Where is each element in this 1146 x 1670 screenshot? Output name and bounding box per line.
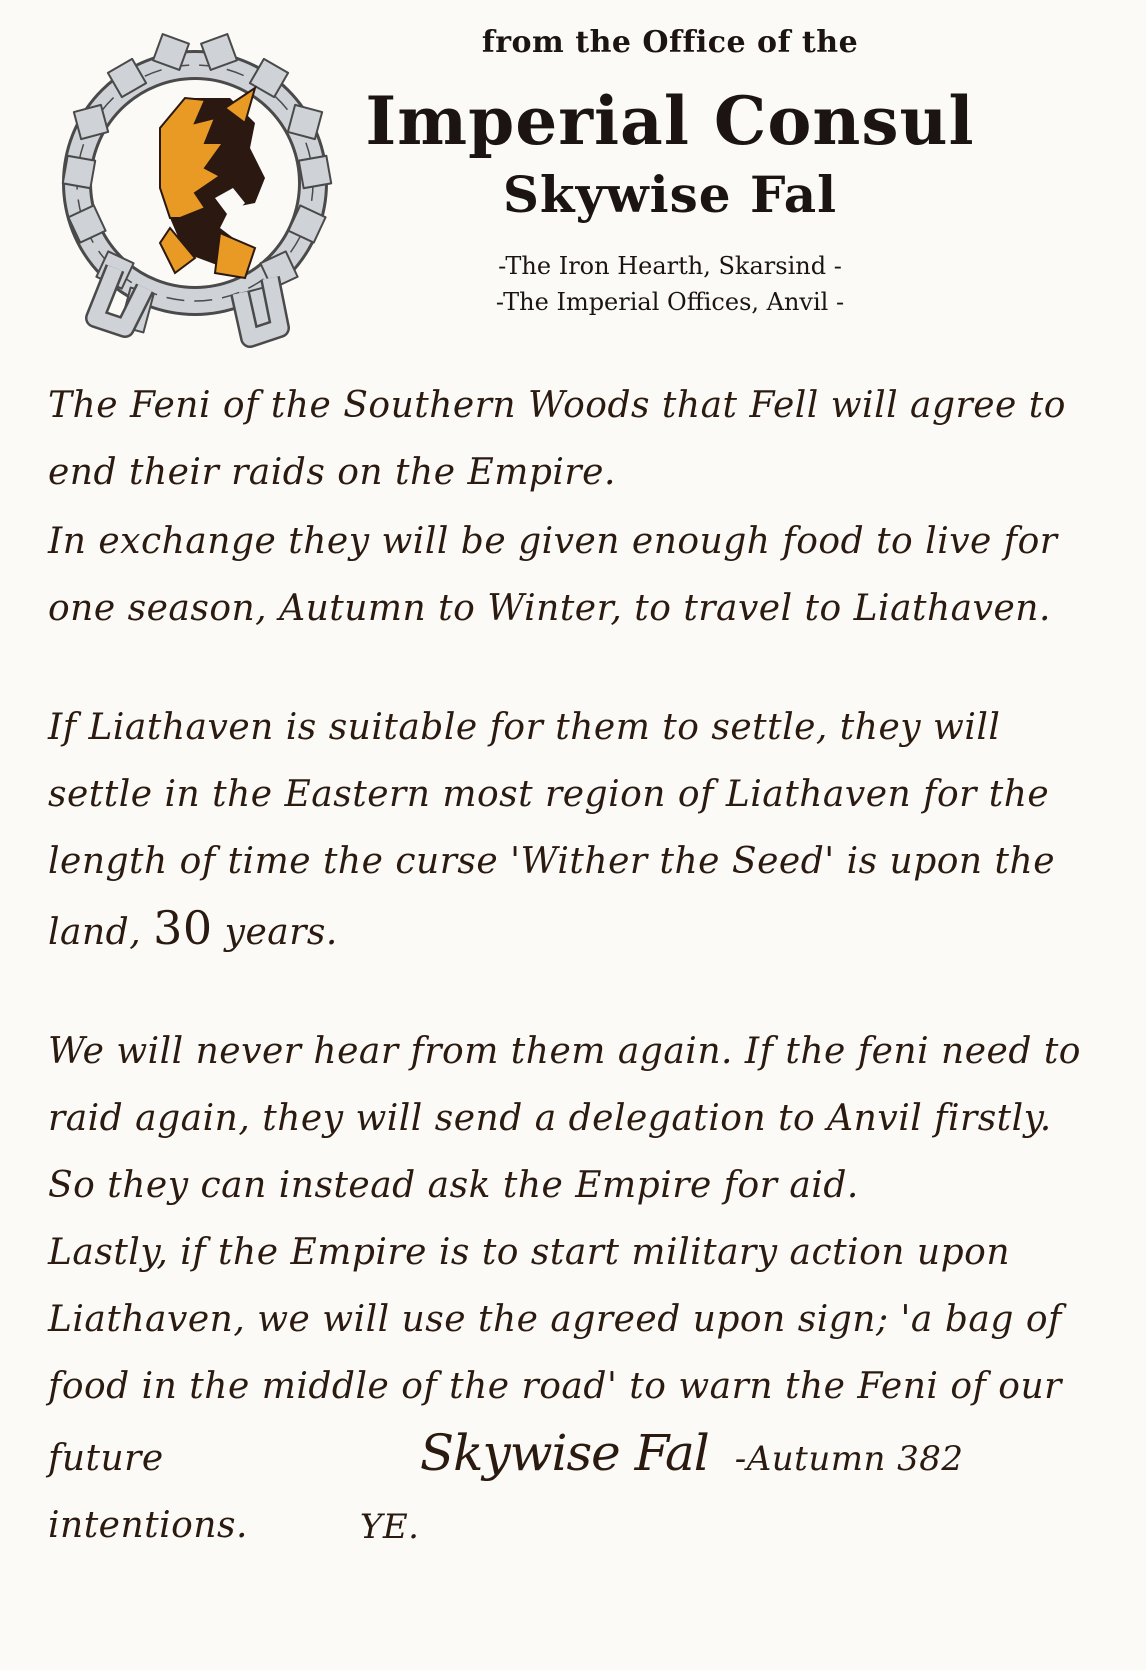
- signature: Skywise Fal: [419, 1424, 709, 1482]
- years-number: 30: [153, 901, 213, 955]
- paragraph-exchange: In exchange they will be given enough food to live for one season, Autumn to Winter, to travel to Liathaven.: [48, 521, 1058, 629]
- letterhead-from: from the Office of the: [481, 25, 859, 60]
- letterhead-title: Imperial Consul: [365, 82, 975, 160]
- paragraph-liathaven-text: If Liathaven is suitable for them to settle, they will settle in the Eastern most region of Liathaven for the length of time the curse 'Wither the Seed' is upon the land,: [48, 707, 1055, 953]
- letterhead: [0, 0, 1146, 360]
- letter-body: [48, 372, 1088, 1561]
- letterhead-address-1: -The Iron Hearth, Skarsind -: [498, 252, 842, 280]
- paragraph-delegation: We will never hear from them again. If the feni need to raid again, they will send a delegation to Anvil firstly. So they can instead ask the Empire for aid.: [48, 1031, 1081, 1206]
- letterhead-name: Skywise Fal: [502, 165, 838, 224]
- horse-head-knotwork-emblem-icon: [55, 28, 345, 348]
- signature-date: -Autumn 382 YE.: [359, 1439, 964, 1547]
- paragraph-sign: Lastly, if the Empire is to start military action upon Liathaven, we will use the agreed upon sign; 'a bag of food in the middle of the road' to warn the Feni of our: [48, 1232, 1062, 1407]
- letterhead-text: [360, 25, 980, 316]
- signature-block: [360, 1420, 1088, 1561]
- closing-line: [48, 1420, 1088, 1561]
- letterhead-address-2: -The Imperial Offices, Anvil -: [495, 288, 845, 316]
- paragraph-raids: The Feni of the Southern Woods that Fell will agree to end their raids on the Empire.: [48, 385, 1066, 493]
- paragraph-liathaven: [48, 694, 1088, 966]
- closing-text: future intentions.: [48, 1438, 248, 1546]
- paragraph-liathaven-end: years.: [224, 912, 338, 953]
